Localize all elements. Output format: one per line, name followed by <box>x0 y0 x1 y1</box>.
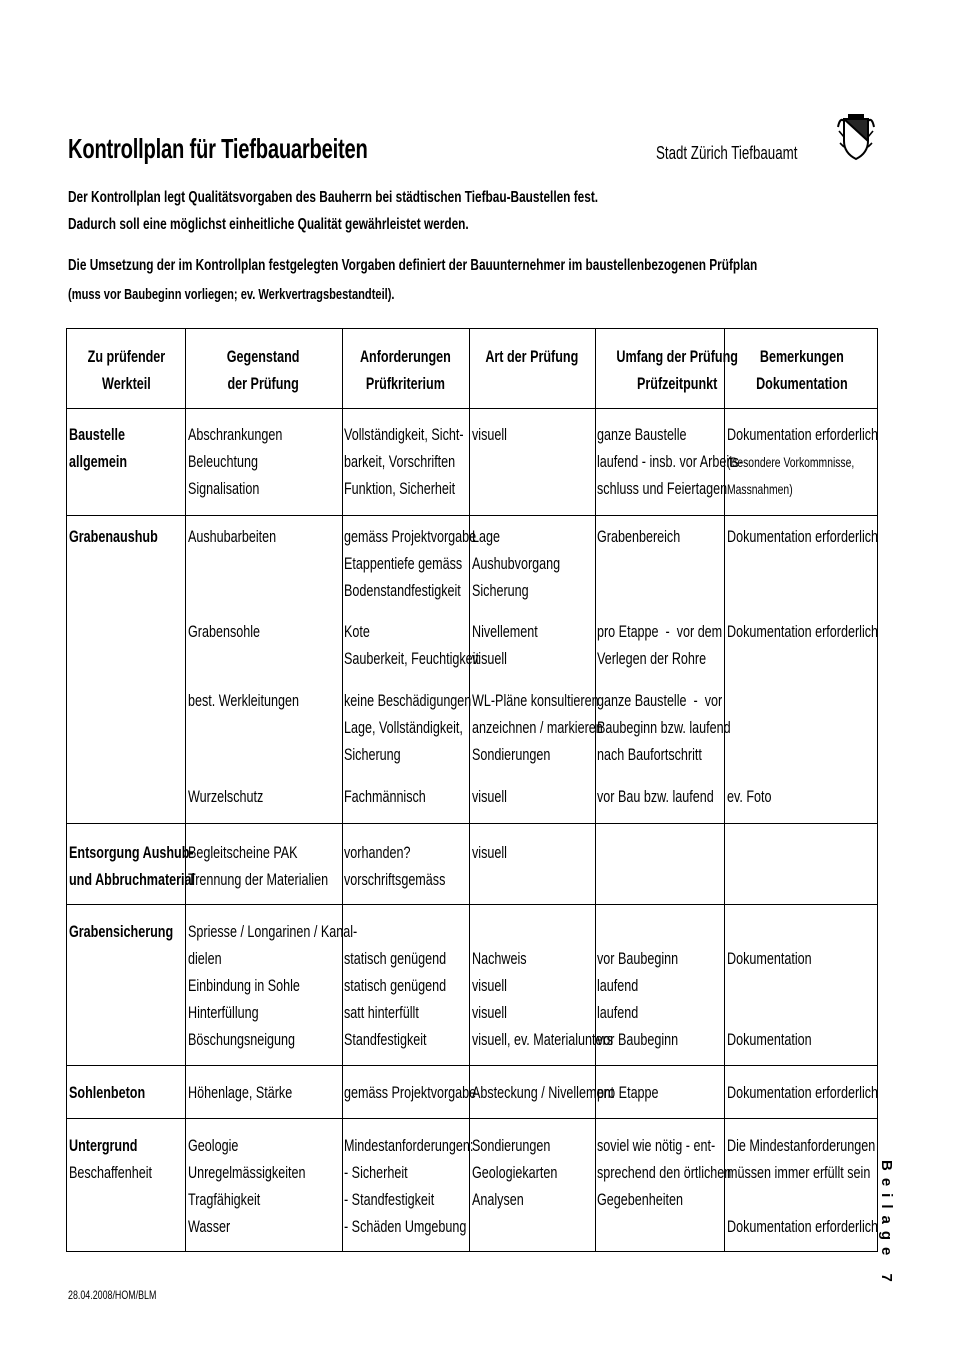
gegenstand-cell: Höhenlage, Stärke <box>188 1083 293 1102</box>
art-cell: Absteckung / Nivellement <box>472 1083 614 1102</box>
gegenstand-cell: Grabensohle <box>188 622 261 641</box>
row-divider <box>67 515 877 516</box>
werkteil-untergrund: Untergrund <box>69 1136 138 1155</box>
gegenstand-cell: Spriesse / Longarinen / Kanal- dielen Einbindung in Sohle Hinterfüllung Böschungsneigung <box>188 922 358 1049</box>
intro-line-2: Dadurch soll eine möglichst einheitliche Qualität gewährleistet werden. <box>68 216 469 233</box>
anforderungen-cell: keine Beschädigungen Lage, Vollständigkeit, Sicherung <box>344 691 472 764</box>
anforderungen-cell: gemäss Projektvorgabe <box>344 1083 477 1102</box>
umfang-cell: ganze Baustelle - vor Baubeginn bzw. laufend nach Baufortschritt <box>597 691 731 764</box>
control-plan-table <box>66 328 878 1252</box>
intro-line-1: Der Kontrollplan legt Qualitätsvorgaben des Bauherrn bei städtischen Tiefbau-Baustellen fest. <box>68 189 599 206</box>
anforderungen-cell: Mindestanforderungen: - Sicherheit - Standfestigkeit - Schäden Umgebung <box>344 1136 474 1236</box>
column-divider <box>469 329 470 1251</box>
column-header-umfang: Umfang der Prüfung Prüfzeitpunkt <box>616 347 738 393</box>
umfang-cell: pro Etappe - vor dem Verlegen der Rohre <box>597 622 723 668</box>
bemerkungen-cell: Die Mindestanforderungen müssen immer erfüllt sein Dokumentation erforderlich <box>727 1136 879 1236</box>
gegenstand-cell: best. Werkleitungen <box>188 691 299 710</box>
page-title: Kontrollplan für Tiefbauarbeiten <box>68 133 368 164</box>
footer-reference: 28.04.2008/HOM/BLM <box>68 1288 157 1302</box>
werkteil-entsorgung: Entsorgung Aushub- und Abbruchmaterial <box>69 843 196 889</box>
anforderungen-cell: vorhanden? vorschriftsgemäss <box>344 843 446 889</box>
anforderungen-cell: Fachmännisch <box>344 787 426 806</box>
column-divider <box>595 329 596 1251</box>
column-header-gegenstand: Gegenstand der Prüfung <box>227 347 300 393</box>
intro-line-3: Die Umsetzung der im Kontrollplan festgelegten Vorgaben definiert der Bauunternehmer im baustellenbezogenen Prüfplan <box>68 257 758 274</box>
bemerkungen-cell: Dokumentation erforderlich <box>727 527 879 546</box>
gegenstand-cell: Aushubarbeiten <box>188 527 277 546</box>
anforderungen-cell: gemäss Projektvorgabe Etappentiefe gemäss Bodenstandfestigkeit <box>344 527 477 600</box>
umfang-cell: pro Etappe <box>597 1083 659 1102</box>
attachment-label: Beilage 7 <box>878 1160 895 1289</box>
umfang-cell: ganze Baustelle laufend - insb. vor Arbeits- schluss und Feiertagen <box>597 425 744 498</box>
umfang-cell: vor Baubeginn laufend laufend vor Baubeginn <box>597 949 679 1049</box>
column-divider <box>185 329 186 1251</box>
zurich-coat-of-arms-icon <box>836 113 876 163</box>
bemerkungen-note: (Besondere Vorkommnisse, Massnahmen) <box>727 454 855 497</box>
row-divider <box>67 823 877 824</box>
intro-line-4: (muss vor Baubeginn vorliegen; ev. Werkvertragsbestandteil). <box>68 286 395 303</box>
werkteil-grabensicherung: Grabensicherung <box>69 922 174 941</box>
art-cell: Nivellement visuell <box>472 622 538 668</box>
werkteil-grabenaushub: Grabenaushub <box>69 527 158 546</box>
art-cell: visuell <box>472 787 507 806</box>
anforderungen-cell: statisch genügend statisch genügend satt hinterfüllt Standfestigkeit <box>344 949 447 1049</box>
anforderungen-cell: Kote Sauberkeit, Feuchtigkeit <box>344 622 479 668</box>
umfang-cell: Grabenbereich <box>597 527 681 546</box>
gegenstand-cell: Abschrankungen Beleuchtung Signalisation <box>188 425 283 498</box>
gegenstand-cell: Begleitscheine PAK Trennung der Materialien <box>188 843 329 889</box>
art-cell: visuell <box>472 425 507 444</box>
column-divider <box>342 329 343 1251</box>
art-cell: Nachweis visuell visuell visuell, ev. Materialunters <box>472 949 614 1049</box>
column-header-bemerkungen: Bemerkungen Dokumentation <box>755 347 848 393</box>
werkteil-baustelle: Baustelle allgemein <box>69 425 128 471</box>
row-divider <box>67 904 877 905</box>
art-cell: Lage Aushubvorgang Sicherung <box>472 527 561 600</box>
werkteil-sohlenbeton: Sohlenbeton <box>69 1083 146 1102</box>
column-header-art: Art der Prüfung <box>485 347 579 366</box>
bemerkungen-cell: ev. Foto <box>727 787 772 806</box>
werkteil-untergrund-sub: Beschaffenheit <box>69 1163 153 1182</box>
bemerkungen-cell: Dokumentation erforderlich <box>727 1083 879 1102</box>
art-cell: visuell <box>472 843 507 862</box>
column-header-anforderungen: Anforderungen Prüfkriterium <box>360 347 451 393</box>
art-cell: Sondierungen Geologiekarten Analysen <box>472 1136 558 1209</box>
column-header-werkteil: Zu prüfender Werkteil <box>87 347 165 393</box>
row-divider <box>67 1118 877 1119</box>
gegenstand-cell: Geologie Unregelmässigkeiten Tragfähigkeit Wasser <box>188 1136 306 1236</box>
bemerkungen-cell: Dokumentation erforderlich <box>727 425 879 444</box>
row-divider <box>67 408 877 409</box>
bemerkungen-cell: Dokumentation erforderlich <box>727 622 879 641</box>
bemerkungen-cell: Dokumentation Dokumentation <box>727 949 812 1049</box>
umfang-cell: vor Bau bzw. laufend <box>597 787 714 806</box>
organization-name: Stadt Zürich Tiefbauamt <box>656 143 798 163</box>
umfang-cell: soviel wie nötig - ent- sprechend den örtlichen Gegebenheiten <box>597 1136 732 1209</box>
anforderungen-cell: Vollständigkeit, Sicht- barkeit, Vorschriften Funktion, Sicherheit <box>344 425 464 498</box>
art-cell: WL-Pläne konsultieren anzeichnen / markieren Sondierungen <box>472 691 603 764</box>
gegenstand-cell: Wurzelschutz <box>188 787 264 806</box>
row-divider <box>67 1065 877 1066</box>
